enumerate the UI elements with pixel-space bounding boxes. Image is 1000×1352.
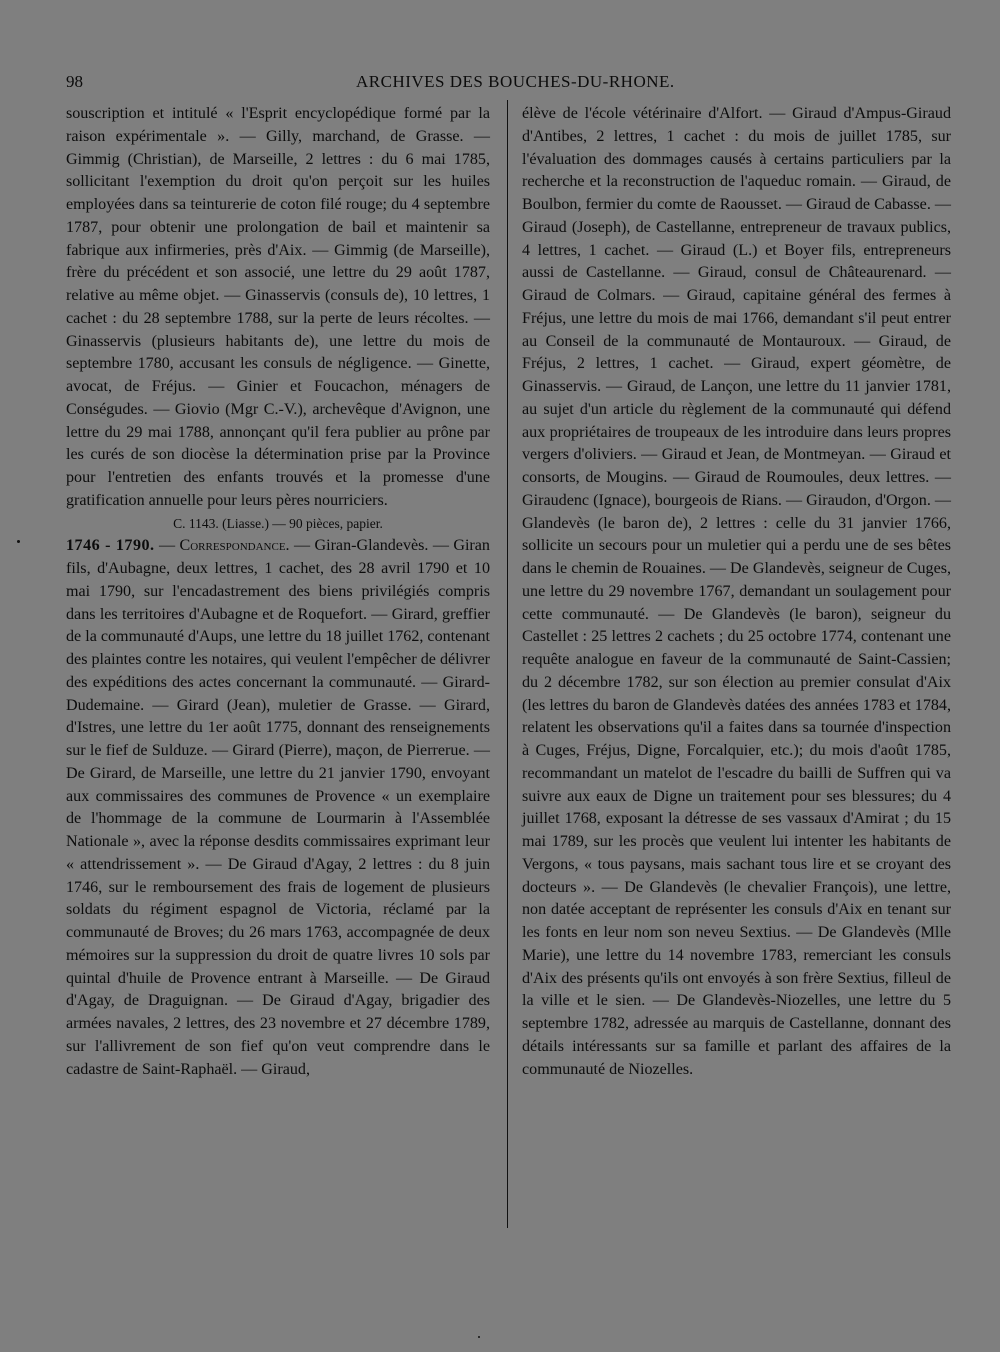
scan-speck — [478, 1336, 480, 1338]
column-divider — [507, 100, 508, 1228]
left-paragraph-2-text: — Giran-Glandevès. — Giran fils, d'Aubagne, deux lettres, 1 cachet, des 28 avril 1790 et 10 mai 1790, sur l'encadastrement des biens privilégiés compris dans les territoires d'Aubagne et de Roquefort. — Girard, greffier de la communauté d'Aups, une lettre du 18 juillet 1762, contenant des plaintes contre les notaires, qui veulent l'empêcher de délivrer des expéditions des actes concernant la communauté. — Girard-Dudemaine. — Girard (Jean), muletier de Grasse. — Girard, d'Istres, une lettre du 1er août 1775, donnant des renseignements sur le fief de Sulduze. — Girard (Pierre), maçon, de Pierrerue. — De Girard, de Marseille, une lettre du 21 janvier 1790, envoyant aux commissaires des communes de Provence « un exemplaire de l'hommage de la commune de Lourmarin à l'Assemblée Nationale », avec la réponse desdits commissaires exprimant leur « attendrissement ». — De Giraud d'Agay, 2 lettres : du 8 juin 1746, sur le remboursement des frais de logement de plusieurs soldats du régiment espagnol de Victoria, réclamé par la communauté de Broves; du 26 mars 1763, accompagnée de deux mémoires sur la suppression du droit de quatre livres 10 sols par quintal d'huile de Provence entrant à Marseille. — De Giraud d'Agay, de Draguignan. — De Giraud d'Agay, brigadier des armées navales, 2 lettres, des 23 novembre et 27 décembre 1789, sur l'allivrement de son fief qu'on veut comprendre dans le cadastre de Saint-Raphaël. — Giraud, — [66, 537, 490, 1078]
date-range: 1746 - 1790. — [66, 537, 155, 555]
left-paragraph-2 — [66, 535, 490, 1081]
scan-speck — [17, 540, 20, 543]
right-paragraph: élève de l'école vétérinaire d'Alfort. — Giraud d'Ampus-Giraud d'Antibes, 2 lettres, 1 cachet : du mois de juillet 1785, sur l'évaluation des dommages causés à certains particuliers par la recherche et la reconstruction de l'aqueduc romain. — Giraud, de Boulbon, fermier du comte de Raousset. — Giraud de Cabasse. — Giraud (Joseph), de Castellanne, entrepreneur de travaux publics, 4 lettres, 1 cachet. — Giraud (L.) et Boyer fils, entrepreneurs aussi de Castellanne. — Giraud, consul de Châteaurenard. — Giraud de Colmars. — Giraud, capitaine général des fermes à Fréjus, une lettre du mois de mai 1766, demandant s'il peut entrer au Conseil de la communauté de Montauroux. — Giraud, de Fréjus, 2 lettres, 1 cachet. — Giraud, expert géomètre, de Ginasservis. — Giraud, de Lançon, une lettre du 11 janvier 1781, au sujet d'un article du règlement de la communauté qui défend aux propriétaires de troupeaux de les introduire dans leurs propres vergers d'oliviers. — Giraud et Jean, de Montmeyan. — Giraud et consorts, de Mougins. — Giraud de Roumoules, deux lettres. — Giraudenc (Ignace), bourgeois de Rians. — Giraudon, d'Orgon. — Glandevès (le baron de), 2 lettres : celle du 31 janvier 1766, sollicite un secours pour un muletier qui a perdu une de ses bêtes dans le chemin de Rouaines. — De Glandevès, seigneur de Cuges, une lettre du 29 novembre 1767, demandant un soulagement pour cette communauté. — De Glandevès (le baron), seigneur du Castellet : 25 lettres 2 cachets ; du 25 octobre 1774, contenant une requête analogue en faveur de la communauté de Saint-Cassien; du 2 décembre 1782, sur son élection au premier consulat d'Aix (les lettres du baron de Glandevès datées des années 1783 et 1784, relatent les observations qu'il a faites dans sa tournée d'inspection à Cuges, Fréjus, Digne, Forcalquier, etc.); du mois d'août 1785, recommandant un matelot de l'escadre du bailli de Suffren qui va suivre aux eaux de Digne un traitement pour ses blessures; du 4 juillet 1768, exposant la détresse de ses vassaux d'Amirat ; du 15 mai 1789, sur les procès que veulent lui intenter les habitants de Vergons, « tous paysans, mais sachant tous lire et se croyant des docteurs ». — De Glandevès (le chevalier François), une lettre, non datée acceptant de représenter les consuls d'Aix en tenant sur les fonts en leur nom son neveu Sextius. — De Glandevès (Mlle Marie), une lettre du 14 novembre 1783, remerciant les consuls d'Aix des présents qu'ils ont envoyés à son frère Sextius, filleul de la ville et le sien. — De Glandevès-Niozelles, une lettre du 5 septembre 1782, adressée au marquis de Castellanne, donnant des détails intéressants sur sa famille et parlant des affaires de la communauté de Niozelles. — [522, 105, 951, 1078]
archive-reference: C. 1143. (Liasse.) — 90 pièces, papier. — [173, 515, 383, 531]
running-title: ARCHIVES DES BOUCHES-DU-RHONE. — [356, 72, 675, 91]
page-header — [66, 72, 946, 96]
section-heading: — Correspondance. — [158, 537, 290, 555]
left-column — [66, 103, 490, 1081]
left-paragraph-1: souscription et intitulé « l'Esprit encyclopédique formé par la raison expérimentale ». — Gilly, marchand, de Grasse. — Gimmig (Christian), de Marseille, 2 lettres : du 6 mai 1785, sollicitant l'exemption du droit qu'on perçoit sur les huiles employées dans sa teinturerie de coton filé rouge; du 4 septembre 1787, pour obtenir une prolongation de bail et maintenir sa fabrique aux infirmeries, près d'Aix. — Gimmig (de Marseille), frère du précédent et son associé, une lettre du 29 août 1787, relative au même objet. — Ginasservis (consuls de), 10 lettres, 1 cachet : du 28 septembre 1788, sur la perte de leurs récoltes. — Ginasservis (plusieurs habitants de), une lettre du mois de septembre 1780, accusant les consuls de négligence. — Ginette, avocat, de Fréjus. — Ginier et Foucachon, ménagers de Conségudes. — Giovio (Mgr C.-V.), archevêque d'Avignon, une lettre du 29 mai 1788, annonçant qu'il fera publier au prône par les curés de son diocèse la détermination prise par la Province pour l'entretien des enfants trouvés et la promesse d'une gratification annuelle pour leurs pères nourriciers. — [66, 105, 490, 509]
right-column — [522, 103, 951, 1081]
page-number: 98 — [66, 72, 83, 91]
